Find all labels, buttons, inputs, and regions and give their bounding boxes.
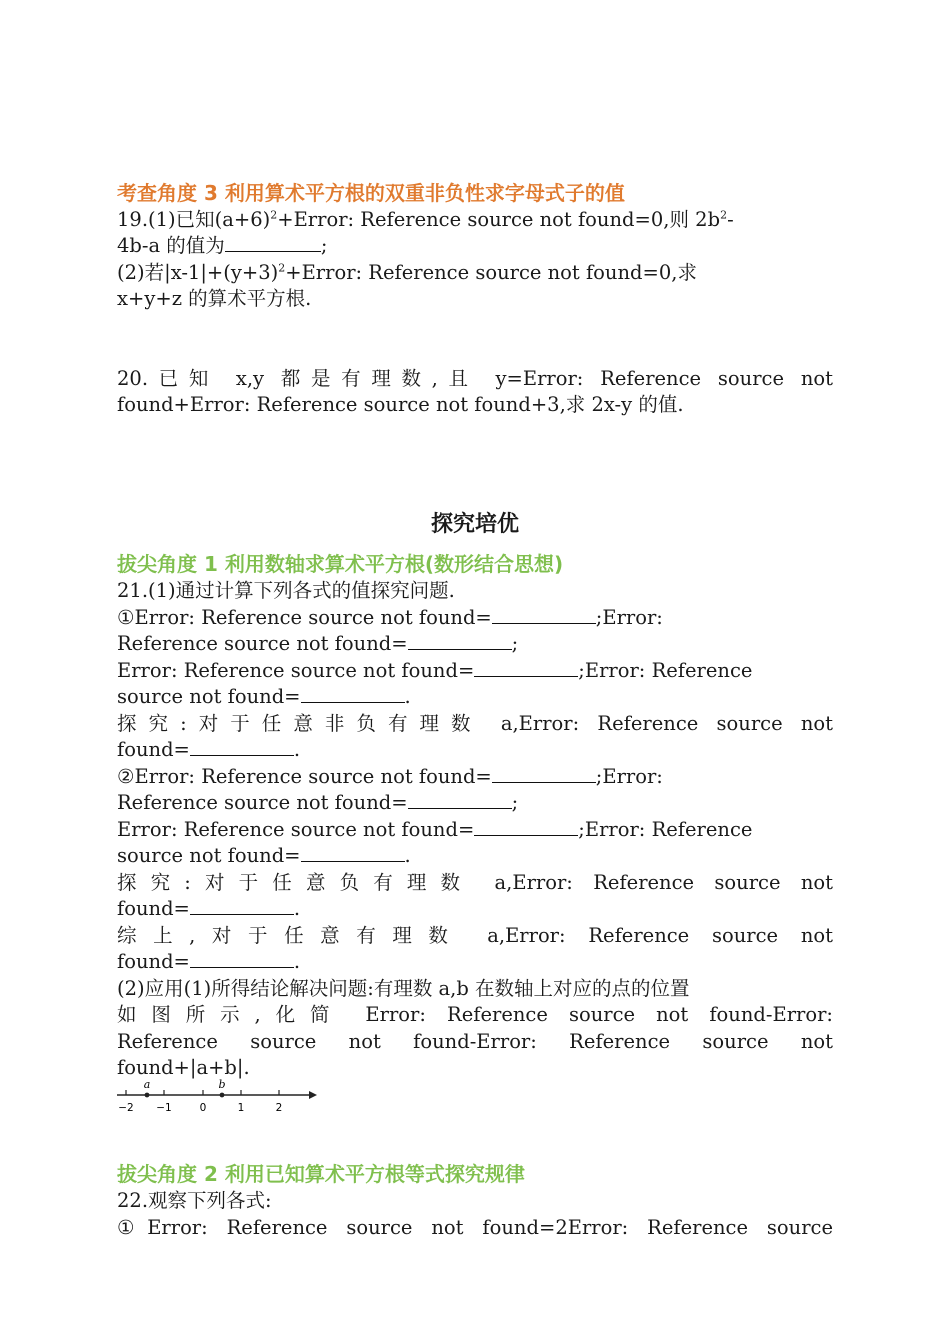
q21-line15: found= . (117, 950, 301, 973)
number-line-arrow (309, 1091, 317, 1099)
tick-label: −1 (156, 1102, 172, 1114)
q21-line17: 如图所示,化简 Error: Reference source not found-Error: (117, 1003, 833, 1026)
q21-line3: Reference source not found= ; (117, 632, 519, 655)
point-b-dot (220, 1093, 225, 1098)
q19-line3: (2)若$|x-1|+(y+3)^2+Error$: Reference source not found=0,求 (117, 261, 697, 284)
answer-blank[interactable] (492, 605, 596, 624)
q21-line18: Reference source not found-Error: Reference source not (117, 1030, 833, 1053)
q21-line8: ②Error: Reference source not found= ;Error: (117, 765, 663, 788)
q20-line1: 20.已知 x,y 都是有理数,且 y=Error: Reference source not (117, 367, 833, 390)
q21-line1: 21.(1)通过计算下列各式的值探究问题. (117, 579, 455, 602)
q21-line19: found+|a+b|. (117, 1056, 250, 1079)
q21-line14: 综上,对于任意有理数 a,Error: Reference source not (117, 924, 833, 947)
tick-label: 1 (237, 1102, 245, 1114)
tick-label: 0 (199, 1102, 207, 1114)
point-a-dot (145, 1093, 150, 1098)
section-heading-angle3: 考查角度 3 利用算术平方根的双重非负性求字母式子的值 (117, 181, 625, 205)
section-heading-top1: 拔尖角度 1 利用数轴求算术平方根(数形结合思想) (117, 552, 564, 576)
section-heading-top2: 拔尖角度 2 利用已知算术平方根等式探究规律 (117, 1162, 525, 1186)
q19-line4: x+y+z 的算术平方根. (117, 287, 312, 310)
q21-line10: Error: Reference source not found= ;Error: Reference (117, 818, 753, 841)
q22-line1: 22.观察下列各式: (117, 1189, 272, 1212)
q21-line5: source not found= . (117, 685, 411, 708)
tick-label: 2 (275, 1102, 283, 1114)
answer-blank[interactable] (190, 896, 294, 915)
section-title: 探究培优 (430, 512, 519, 537)
answer-blank[interactable] (408, 631, 512, 650)
answer-blank[interactable] (225, 233, 321, 252)
answer-blank[interactable] (408, 790, 512, 809)
q21-line4: Error: Reference source not found= ;Error: Reference (117, 659, 753, 682)
answer-blank[interactable] (301, 684, 405, 703)
q21-line2: ①Error: Reference source not found= ;Error: (117, 606, 663, 629)
number-line-figure (113, 1078, 317, 1114)
point-a-label: a (143, 1078, 151, 1091)
q20-line2: found+Error: Reference source not found+3,求 2x-y 的值. (117, 393, 684, 416)
q21-line9: Reference source not found= ; (117, 791, 519, 814)
answer-blank[interactable] (492, 764, 596, 783)
q21-line13: found= . (117, 897, 301, 920)
tick-label: −2 (118, 1102, 134, 1114)
q21-line11: source not found= . (117, 844, 411, 867)
q19-line2: 4b-a 的值为 ; (117, 234, 328, 257)
answer-blank[interactable] (474, 817, 578, 836)
q21-line6: 探究:对于任意非负有理数 a,Error: Reference source not (117, 712, 833, 735)
q19-line1: 19.(1)已知$(a+6)^2+Error$: Reference source not found=0,则 $2b^2-$ (117, 208, 734, 231)
answer-blank[interactable] (474, 658, 578, 677)
q21-line12: 探究:对于任意负有理数 a,Error: Reference source not (117, 871, 833, 894)
answer-blank[interactable] (190, 737, 294, 756)
q22-line2: ①Error: Reference source not found=2Error: Reference source (117, 1216, 833, 1239)
q21-line7: found= . (117, 738, 301, 761)
q21-line16: (2)应用(1)所得结论解决问题:有理数 a,b 在数轴上对应的点的位置 (117, 977, 690, 1000)
answer-blank[interactable] (301, 843, 405, 862)
point-b-label: b (218, 1078, 226, 1091)
answer-blank[interactable] (190, 949, 294, 968)
